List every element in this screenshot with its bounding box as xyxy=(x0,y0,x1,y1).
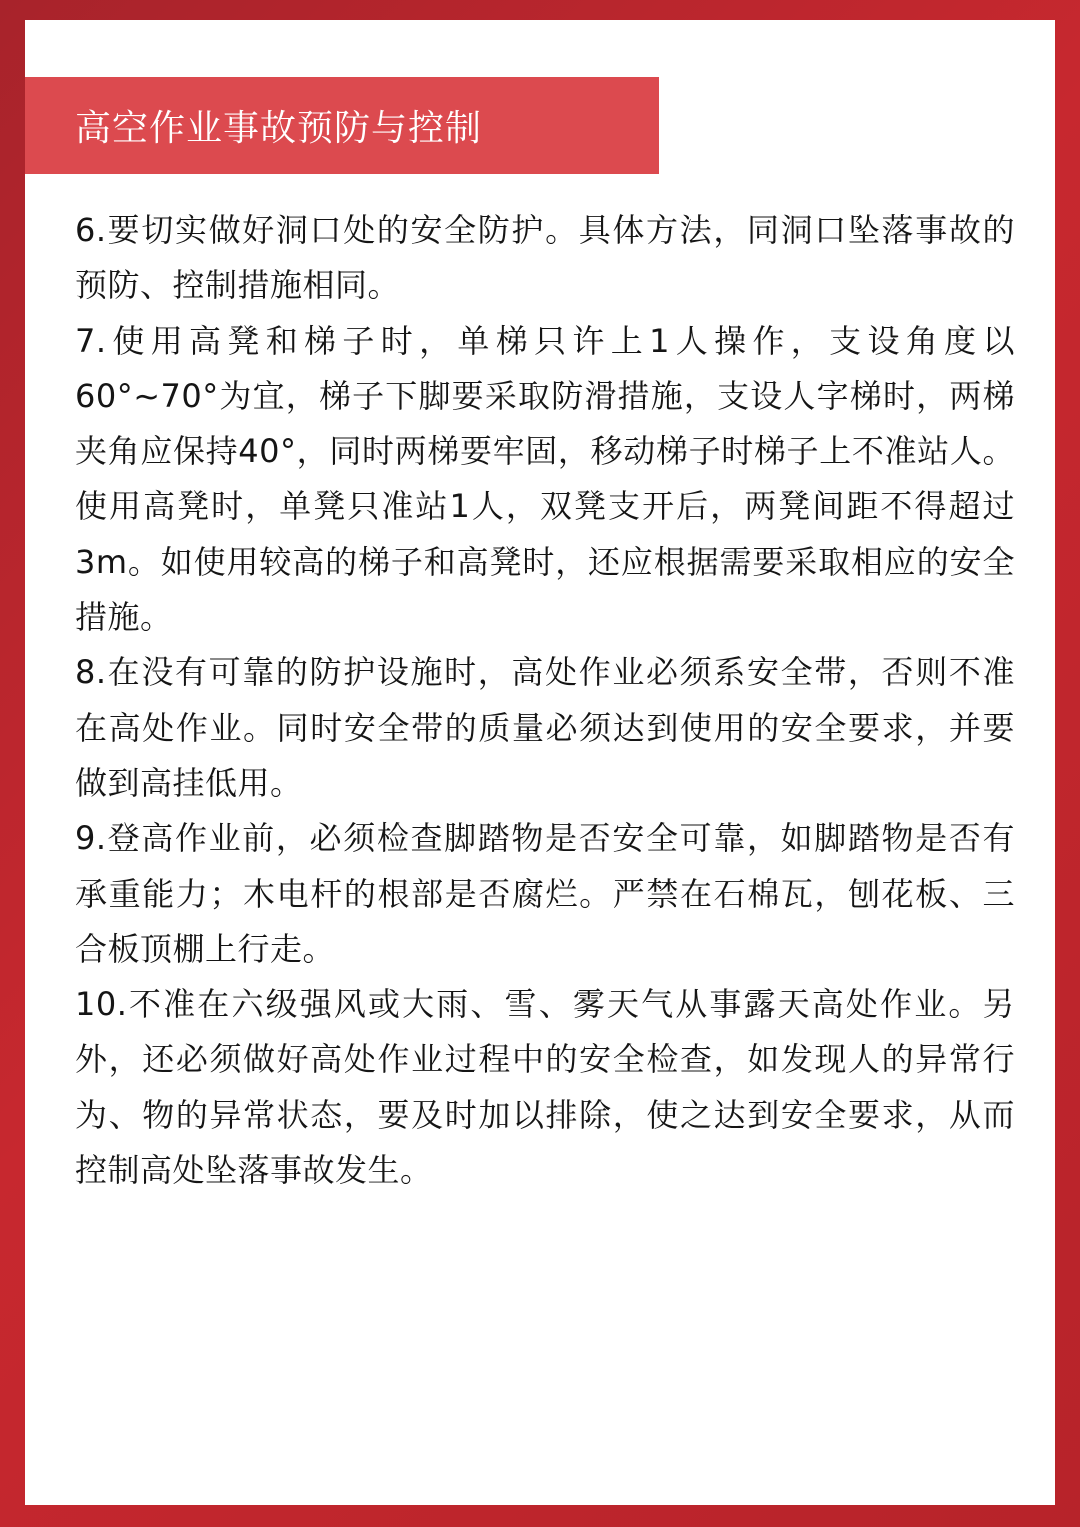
title-banner xyxy=(25,77,659,174)
paragraph-item-6: 6.要切实做好洞口处的安全防护。具体方法，同洞口坠落事故的预防、控制措施相同。 xyxy=(75,211,1015,305)
article-body xyxy=(75,203,1015,1198)
page-title: 高空作业事故预防与控制 xyxy=(75,108,483,149)
paragraph-item-9: 9.登高作业前，必须检查脚踏物是否安全可靠，如脚踏物是否有承重能力；木电杆的根部是否腐烂。严禁在石棉瓦，刨花板、三合板顶棚上行走。 xyxy=(75,819,1015,968)
paragraph-item-7: 7.使用高凳和梯子时，单梯只许上1人操作，支设角度以60°~70°为宜，梯子下脚要采取防滑措施，支设人字梯时，两梯夹角应保持40°，同时两梯要牢固，移动梯子时梯子上不准站人。使用高凳时，单凳只准站1人，双凳支开后，两凳间距不得超过3m。如使用较高的梯子和高凳时，还应根据需要采取相应的安全措施。 xyxy=(75,321,1015,637)
paragraph-item-8: 8.在没有可靠的防护设施时，高处作业必须系安全带，否则不准在高处作业。同时安全带的质量必须达到使用的安全要求，并要做到高挂低用。 xyxy=(75,653,1015,802)
paragraph-item-10: 10.不准在六级强风或大雨、雪、雾天气从事露天高处作业。另外，还必须做好高处作业过程中的安全检查，如发现人的异常行为、物的异常状态，要及时加以排除，使之达到安全要求，从而控制高处坠落事故发生。 xyxy=(75,985,1015,1190)
